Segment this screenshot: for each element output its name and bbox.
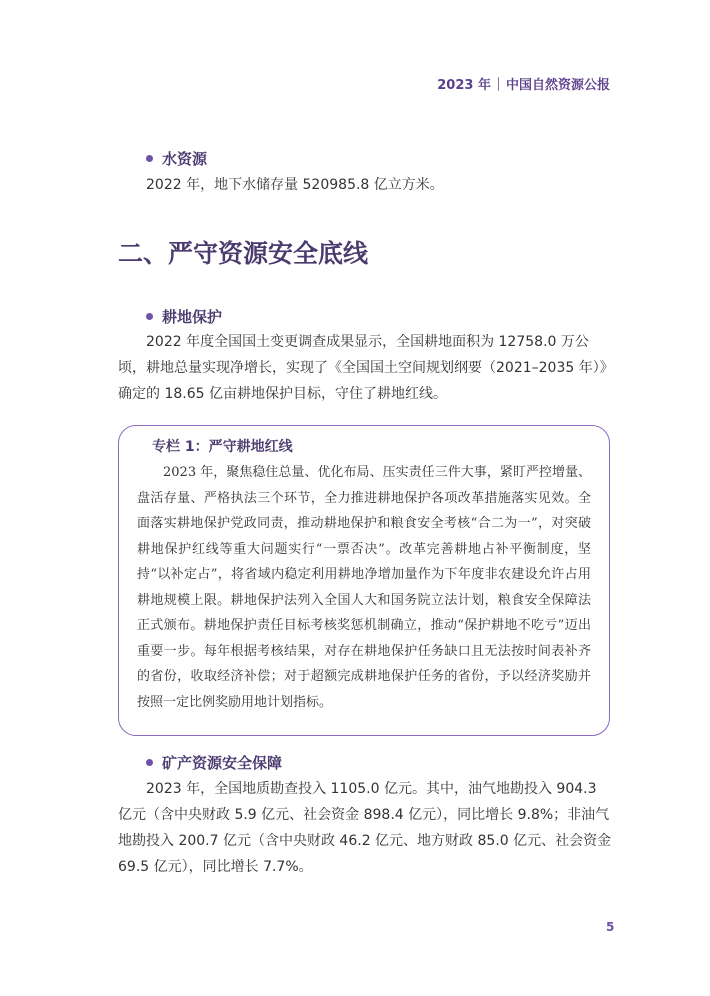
- water-paragraph: 2022 年，地下水储存量 520985.8 亿立方米。: [146, 177, 444, 193]
- farmland-heading: [146, 306, 222, 327]
- running-header: [437, 74, 610, 93]
- header-report-title: 中国自然资源公报: [505, 78, 610, 93]
- farmland-heading-text: 耕地保护: [162, 308, 223, 326]
- page-number: 5: [606, 920, 615, 934]
- mineral-heading: [146, 752, 282, 773]
- column-title: 专栏 1：严守耕地红线: [152, 439, 293, 455]
- bullet-dot-icon: [146, 759, 153, 766]
- mineral-paragraph: 2023 年，全国地质勘查投入 1105.0 亿元。其中，油气地勘投入 904.3 亿元（含中央财政 5.9 亿元、社会资金 898.4 亿元），同比增长 9.8%；非油气地勘投入 200.7 亿元（含中央财政 46.2 亿元、地方财政 85.0 亿元、社会资金 69.5 亿元），同比增长 7.7%。: [118, 781, 612, 875]
- farmland-paragraph: 2022 年度全国国土变更调查成果显示，全国耕地面积为 12758.0 万公顷，耕地总量实现净增长，实现了《全国国土空间规划纲要（2021–2035 年）》确定的 18.65 亿亩耕地保护目标，守住了耕地红线。: [118, 334, 614, 402]
- column-text: 2023 年，聚焦稳住总量、优化布局、压实责任三件大事，紧盯严控增量、盘活存量、严格执法三个环节，全力推进耕地保护各项改革措施落实见效。全面落实耕地保护党政同责，推动耕地保护和粮食安全考核“合二为一”，对突破耕地保护红线等重大问题实行“一票否决”。改革完善耕地占补平衡制度，坚持“以补定占”，将省域内稳定利用耕地净增加量作为下年度非农建设允许占用耕地规模上限。耕地保护法列入全国人大和国务院立法计划，粮食安全保障法正式颁布。耕地保护责任目标考核奖惩机制确立，推动“保护耕地不吃亏”迈出重要一步。每年根据考核结果，对存在耕地保护任务缺口且无法按时间表补齐的省份，收取经济补偿；对于超额完成耕地保护任务的省份，予以经济奖励并按照一定比例奖励用地计划指标。: [137, 465, 591, 710]
- bullet-dot-icon: [146, 155, 153, 162]
- header-year: 2023 年: [437, 78, 491, 93]
- section-title: 二、严守资源安全底线: [118, 239, 369, 268]
- mineral-heading-text: 矿产资源安全保障: [162, 754, 283, 772]
- water-heading-text: 水资源: [162, 150, 208, 168]
- column-box: [118, 425, 610, 736]
- water-heading: [146, 148, 207, 169]
- header-divider: [498, 77, 499, 91]
- bullet-dot-icon: [146, 313, 153, 320]
